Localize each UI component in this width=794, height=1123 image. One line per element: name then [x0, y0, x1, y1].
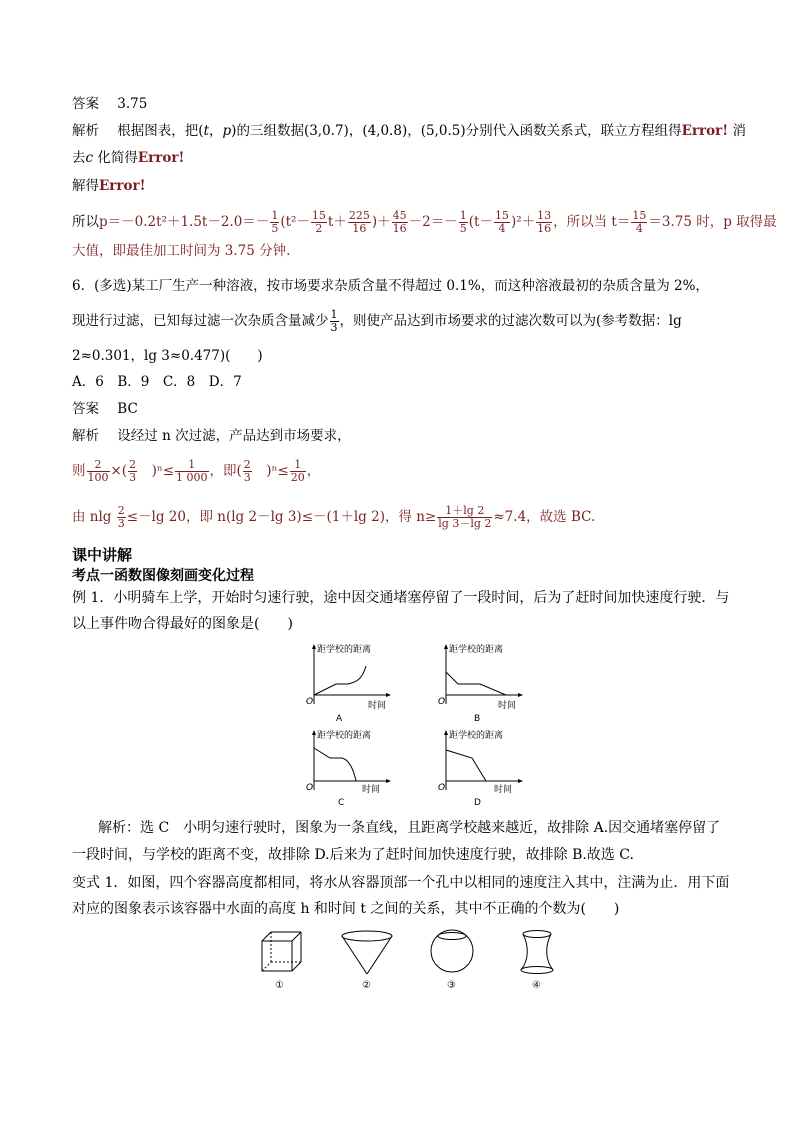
y-axis-label: 距学校的距离 [449, 645, 504, 655]
fraction: $\frac{2}{3}$ [129, 458, 137, 484]
example-1-line2: 以上事件吻合得最好的图象是( ) [72, 616, 293, 632]
y-axis-label: 距学校的距离 [317, 645, 372, 655]
x-axis-label: 时间 [362, 785, 381, 795]
hourglass-container [521, 931, 553, 992]
graph-curve [314, 666, 366, 695]
analysis-5-line1: 解析 根据图表，把(t，p)的三组数据(3,0.7)，(4,0.8)，(5,0.5)分别代入函数关系式，联立方程组得Error! 消 [72, 123, 746, 139]
graph-label: A [336, 714, 343, 724]
x-axis-arrow [518, 779, 523, 783]
fraction: $\frac{1}{5}$ [271, 209, 279, 235]
y-axis-arrow [312, 730, 316, 735]
container-label: ① [275, 980, 284, 991]
fraction: $\frac{2}{3}$ [243, 458, 251, 484]
y-axis-arrow [444, 644, 448, 649]
cube-container [262, 932, 301, 991]
error-ref: Error! [99, 178, 146, 194]
cone-container [342, 931, 392, 991]
analysis-5-line3: 解得Error! [72, 178, 146, 194]
y-axis-label: 距学校的距离 [449, 731, 504, 741]
graph-curve [314, 748, 356, 781]
graph-c [296, 728, 396, 810]
section-subtitle: 考点一函数图像刻画变化过程 [72, 568, 254, 584]
example-1-line1: 例 1．小明骑车上学，开始时匀速行驶，途中因交通堵塞停留了一段时间，后为了赶时间加快速度行驶．与 [72, 590, 730, 606]
origin-label: O [438, 783, 446, 793]
x-axis-arrow [386, 693, 391, 697]
fraction: $\frac{1}{20}$ [290, 458, 305, 484]
analysis-6-line1: 解析 设经过 n 次过滤，产品达到市场要求， [72, 428, 351, 444]
y-axis-label: 距学校的距离 [317, 731, 372, 741]
container-label: ② [362, 980, 371, 991]
analysis-5-line5: 大值，即最佳加工时间为 3.75 分钟. [72, 243, 291, 259]
y-axis-arrow [312, 644, 316, 649]
fraction: $\frac{1}{5}$ [459, 209, 467, 235]
container-label: ④ [532, 980, 541, 991]
fraction: $\frac{45}{16}$ [392, 209, 407, 235]
section-title: 课中讲解 [72, 546, 133, 564]
error-ref: Error! [681, 123, 729, 139]
analysis-5-line2: 去c 化简得Error! [72, 150, 185, 166]
x-axis-label: 时间 [368, 701, 387, 711]
answer-label: 答案 [72, 96, 99, 112]
analysis-6-line3: 由 nlg $\frac{2}{3}$ ≤－lg 20，即 n(lg 2－lg 3)≤－(1＋lg 2)，得 n≥ $\frac{1+\lg 2}{\lg 3-\lg 2}$ ≈7.4，故选 BC. [72, 504, 596, 530]
formula: p＝－0.2t²＋1.5t－2.0＝－ $\frac{1}{5}$ (t²－ $\frac{15}{2}$ t＋ $\frac{225}{16}$ )＋ $\frac{45}{16}$ －2＝－ $\frac{1}{5}$ (t－ $\frac{15}{4}$ )²＋ $\frac{13}{16}$ ，所以当 t＝ $\frac{15}{4}$ ＝3.75 时，p 取得最 [99, 209, 777, 235]
graph-label: B [474, 714, 481, 724]
fraction: $\frac{2}{100}$ [87, 458, 109, 484]
fraction: $\frac{2}{3}$ [117, 504, 125, 530]
origin-label: O [438, 697, 446, 707]
question-6-options: A．6 B．9 C．8 D．7 [72, 374, 242, 390]
answer-6 [72, 399, 138, 419]
graph-d [428, 728, 528, 810]
x-axis-arrow [518, 693, 523, 697]
solution-1-line2: 一段时间，与学校的距离不变，故排除 D.后来为了赶时间加快速度行驶，故排除 B.故选 C. [72, 847, 634, 863]
analysis-5-formula: 所以p＝－0.2t²＋1.5t－2.0＝－ $\frac{1}{5}$ (t²－ $\frac{15}{2}$ t＋ $\frac{225}{16}$ )＋ $\frac{45}{16}$ －2＝－ $\frac{1}{5}$ (t－ $\frac{15}{4}$ )²＋ $\frac{13}{16}$ ，所以当 t＝ $\frac{15}{4}$ ＝3.75 时，p 取得最 [72, 209, 777, 235]
answer-label: 答案 [72, 401, 99, 417]
fraction: $\frac{15}{4}$ [632, 209, 647, 235]
graph-a [296, 642, 396, 724]
graph-b [428, 642, 528, 724]
container-label: ③ [447, 980, 456, 991]
x-axis-label: 时间 [494, 785, 513, 795]
fraction: $\frac{13}{16}$ [537, 209, 552, 235]
graph-label: C [338, 798, 345, 808]
answer-value: 3.75 [117, 96, 148, 112]
graph-curve [446, 750, 486, 781]
x-axis-label: 时间 [498, 701, 517, 711]
variant-1-line2: 对应的图象表示该容器中水面的高度 h 和时间 t 之间的关系，其中不正确的个数为( ) [72, 901, 620, 917]
variant-1-line1: 变式 1．如图，四个容器高度都相同，将水从容器顶部一个孔中以相同的速度注入其中，注满为止．用下面 [72, 875, 730, 891]
analysis-label: 解析 [72, 428, 99, 444]
origin-label: O [306, 783, 314, 793]
fraction: $\frac{1}{1 000}$ [176, 458, 208, 484]
fraction: $\frac{225}{16}$ [348, 209, 370, 235]
solution-1-line1: 解析：选 C 小明匀速行驶时，图象为一条直线，且距离学校越来越近，故排除 A.因交通堵塞停留了 [98, 820, 721, 836]
containers-figure [255, 926, 575, 996]
x-axis-arrow [386, 779, 391, 783]
sphere-container [431, 930, 473, 991]
question-6-line1: 6．(多选)某工厂生产一种溶液，按市场要求杂质含量不得超过 0.1%，而这种溶液最初的杂质含量为 2%， [72, 278, 709, 294]
origin-label: O [306, 697, 314, 707]
graph-label: D [474, 798, 481, 808]
graph-curve [446, 672, 506, 695]
fraction: $\frac{1}{3}$ [330, 308, 338, 334]
error-ref: Error! [137, 150, 185, 166]
fraction: $\frac{15}{2}$ [311, 209, 326, 235]
analysis-label: 解析 [72, 123, 99, 139]
answer-value: BC [117, 401, 138, 417]
analysis-6-line2: 则 $\frac{2}{100}$ ×( $\frac{2}{3}$ )ⁿ≤ $\frac{1}{1 000}$ ，即( $\frac{2}{3}$ )ⁿ≤ $\frac{1}{20}$ ， [72, 458, 321, 484]
question-6-line2: 现进行过滤，已知每过滤一次杂质含量减少 $\frac{1}{3}$ ，则使产品达到市场要求的过滤次数可以为(参考数据：lg [72, 308, 682, 334]
y-axis-arrow [444, 730, 448, 735]
fraction: $\frac{1+\lg 2}{\lg 3-\lg 2}$ [438, 504, 492, 530]
answer-5 [72, 94, 147, 114]
question-6-line3: 2≈0.301，lg 3≈0.477)( ) [72, 348, 263, 364]
fraction: $\frac{15}{4}$ [494, 209, 509, 235]
